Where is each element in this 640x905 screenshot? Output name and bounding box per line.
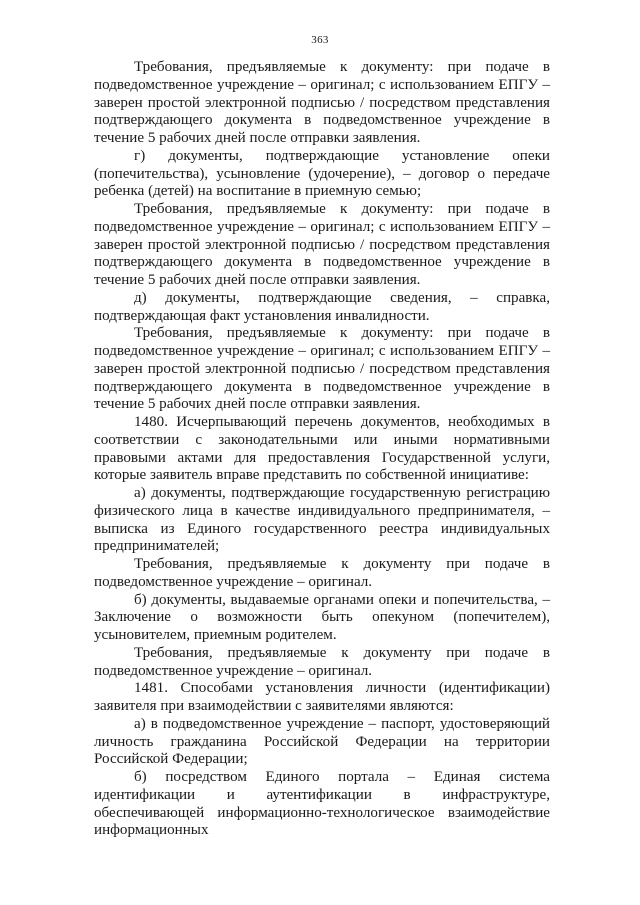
paragraph-item-b-unified-portal: б) посредством Единого портала – Единая система идентификации и аутентификации в инфраструктуре, обеспечивающей информационно-технологическое взаимодействие информационных [94, 769, 550, 839]
paragraph-requirements-1: Требования, предъявляемые к документу: при подаче в подведомственное учреждение – оригинал; с использованием ЕПГУ – заверен простой электронной подписью / посредством представления подтверждающего документа в подведомственное учреждение в течение 5 рабочих дней после отправки заявления. [94, 59, 550, 146]
paragraph-requirements-3: Требования, предъявляемые к документу: при подаче в подведомственное учреждение – оригинал; с использованием ЕПГУ – заверен простой электронной подписью / посредством представления подтверждающего документа в подведомственное учреждение в течение 5 рабочих дней после отправки заявления. [94, 325, 550, 413]
page-number: 363 [311, 34, 329, 46]
paragraph-1480-document-list: 1480. Исчерпывающий перечень документов, необходимых в соответствии с законодательными или иными нормативными правовыми актами для предоставления Государственной услуги, которые заявитель вправе представить по собственной инициативе: [94, 414, 550, 484]
paragraph-item-a-passport: а) в подведомственное учреждение – паспорт, удостоверяющий личность гражданина Российской Федерации на территории Российской Федерации; [94, 715, 550, 768]
paragraph-item-b-guardianship-authority-docs: б) документы, выдаваемые органами опеки и попечительства, – Заключение о возможности быть опекуном (попечителем), усыновителем, приемным родителем. [94, 591, 550, 643]
paragraph-item-g-guardianship-docs: г) документы, подтверждающие установление опеки (попечительства), усыновление (удочерение), – договор о передаче ребенка (детей) на воспитание в приемную семью; [94, 147, 550, 200]
document-body [94, 59, 550, 840]
paragraph-item-a-entrepreneur-registration: а) документы, подтверждающие государственную регистрацию физического лица в качестве индивидуального предпринимателя, – выписка из Единого государственного реестра индивидуальных предпринимателей; [94, 485, 550, 555]
paragraph-1481-identification-methods: 1481. Способами установления личности (идентификации) заявителя при взаимодействии с заявителями являются: [94, 680, 550, 714]
paragraph-requirements-2: Требования, предъявляемые к документу: при подаче в подведомственное учреждение – оригинал; с использованием ЕПГУ – заверен простой электронной подписью / посредством представления подтверждающего документа в подведомственное учреждение в течение 5 рабочих дней после отправки заявления. [94, 201, 550, 288]
paragraph-requirements-4: Требования, предъявляемые к документу при подаче в подведомственное учреждение – оригинал. [94, 556, 550, 590]
paragraph-requirements-5: Требования, предъявляемые к документу при подаче в подведомственное учреждение – оригинал. [94, 644, 550, 679]
paragraph-item-d-disability-docs: д) документы, подтверждающие сведения, – справка, подтверждающая факт установления инвалидности. [94, 289, 550, 324]
